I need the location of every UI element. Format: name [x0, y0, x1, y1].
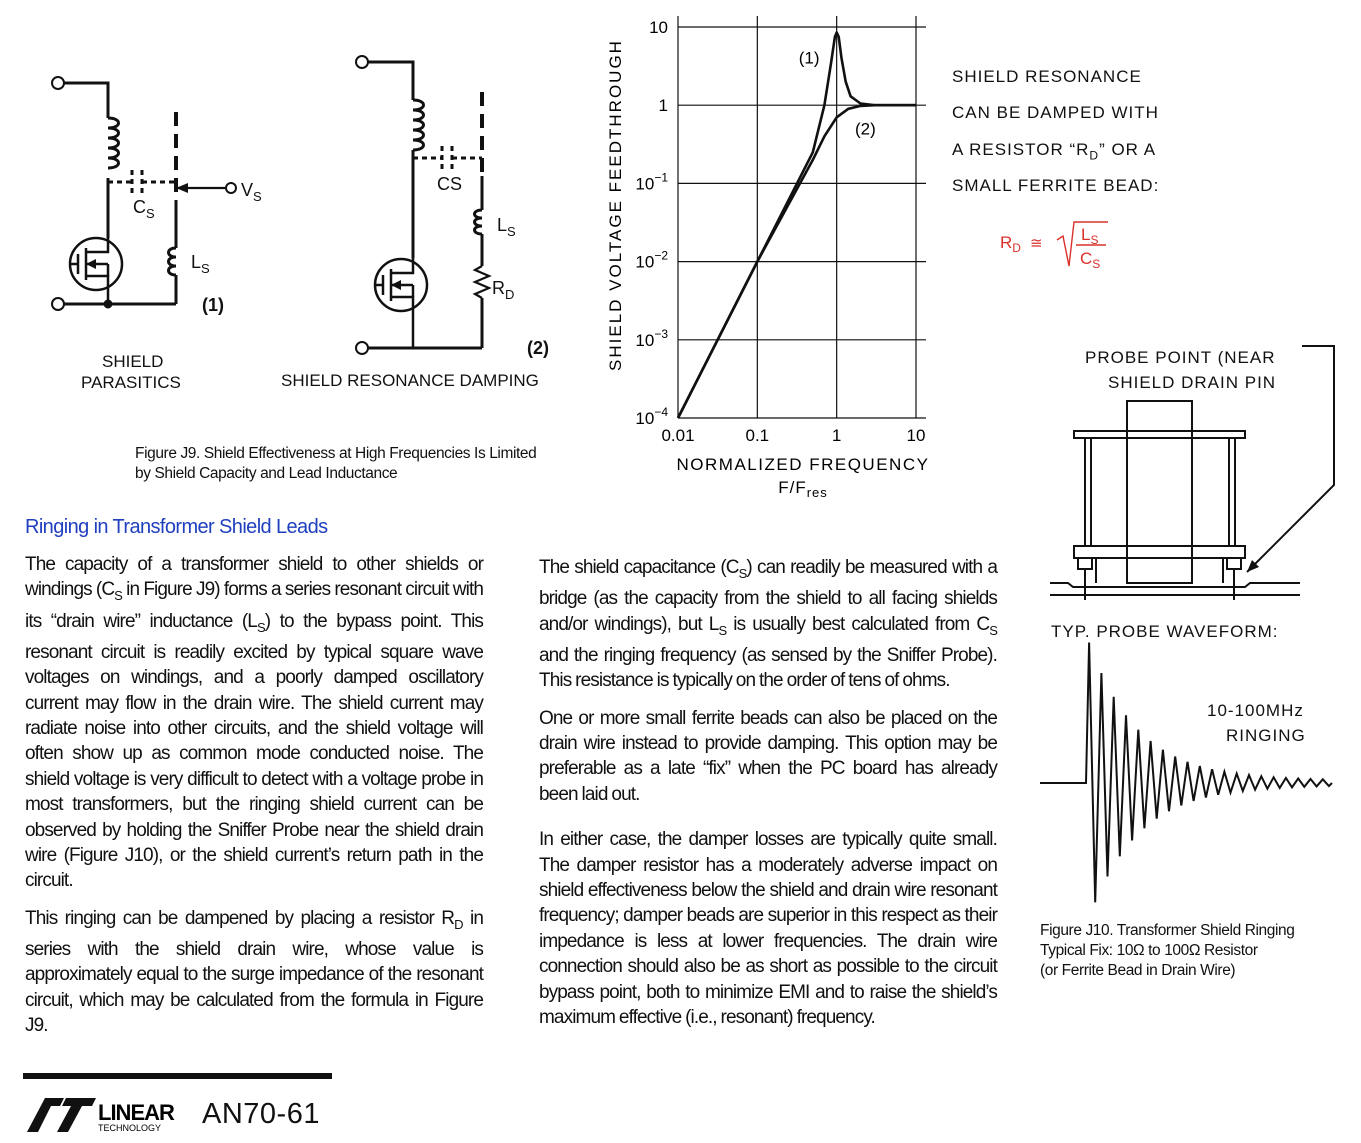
y-tick-label-2: $10^{-1}$ — [635, 170, 668, 194]
y-tick-label-1: 1 — [658, 96, 668, 116]
chart-grid — [678, 16, 926, 418]
figure-j9-caption-line2: by Shield Capacity and Lead Inductance — [135, 465, 398, 482]
lt-mark-icon — [27, 1098, 96, 1132]
annotation-line4: SMALL FERRITE BEAD: — [952, 176, 1160, 195]
rd-formula — [995, 215, 1120, 275]
x-tick-label-0: 0.01 — [661, 426, 695, 445]
figure-j10-caption-line3: (or Ferrite Bead in Drain Wire) — [1040, 962, 1236, 979]
col2-paragraph-2: One or more small ferrite beads can also be placed on the drain wire instead to provide damping. This option may be preferable as a late “fix” when the PC board has already been laid out. — [539, 707, 997, 805]
ringing-frequency-label: 10-100MHz — [1207, 701, 1304, 720]
ls-label-1: $L_S$ — [191, 252, 210, 276]
vs-label: $V_S$ — [241, 180, 262, 204]
x-axis-label-2: $F/F_{res}$ — [778, 478, 828, 500]
series-label-1: (1) — [798, 48, 820, 68]
cs-label-1: $C_S$ — [133, 197, 155, 221]
figure-j9-caption-line1: Figure J9. Shield Effectiveness at High Frequencies Is Limited — [135, 445, 537, 462]
page-id: AN70-61 — [202, 1098, 320, 1130]
figure-j10-caption-line2: Typical Fix: 10Ω to 100Ω Resistor — [1040, 942, 1258, 959]
x-axis-label: NORMALIZED FREQUENCY — [676, 455, 930, 474]
col2-paragraph-1: The shield capacitance $(C_S)$ can readily be measured with a bridge (as the capacity from the shield to all facing shields and/or windings), but $L_S$ is usually best calculated from $C_S$ and the ringing frequency (as sensed by the Sniffer Probe). This resistance is typically on the order of tens of ohms. — [539, 557, 997, 692]
formula-cs: $C_S$ — [1080, 249, 1101, 271]
y-tick-label-4: $10^{-3}$ — [635, 326, 668, 350]
waveform-trace — [1040, 643, 1332, 903]
y-tick-label-0: 10 — [649, 18, 668, 37]
x-tick-label-1: 0.1 — [745, 426, 770, 445]
ringing-label: RINGING — [1226, 726, 1306, 745]
series-line-1 — [678, 33, 916, 419]
label-parasitics: PARASITICS — [81, 373, 181, 392]
formula-approx-sign: ≅ — [1030, 235, 1043, 252]
ringing-waveform — [1035, 640, 1340, 910]
probe-point-line1: PROBE POINT (NEAR — [1085, 348, 1276, 367]
column-1 — [25, 552, 483, 1039]
rd-label: $R_D$ — [492, 278, 515, 302]
column-2 — [539, 555, 997, 1031]
logo-technology: TECHNOLOGY — [98, 1123, 162, 1133]
annotation-line3: A RESISTOR “$R_D$” OR A — [952, 140, 1157, 163]
col2-paragraph-3: In either case, the damper losses are typically quite small. The damper resistor has a moderately adverse impact on shield effectiveness below the shield and drain wire resonant frequency; damper beads are superior in this respect as their impedance is less at lower frequencies. The drain wire connection should also be as short as possible to the circuit bypass point, both to minimize EMI and to raise the shield’s maximum effective (i.e., resonant) frequency. — [539, 829, 997, 1029]
section-heading: Ringing in Transformer Shield Leads — [25, 516, 328, 538]
label-shield: SHIELD — [102, 352, 164, 371]
col1-paragraph-2: This ringing can be dampened by placing a resistor $R_D$ in series with the shield drain wire, whose value is approximately equal to the surge impedance of the resonant circuit, which may be calculated from the formula in Figure J9. — [25, 907, 483, 1037]
y-tick-label-3: $10^{-2}$ — [635, 248, 668, 272]
probe-point-line2: SHIELD DRAIN PIN — [1108, 373, 1277, 392]
logo-linear: LINEAR — [98, 1100, 174, 1125]
feedthrough-chart — [595, 0, 940, 505]
x-tick-label-2: 1 — [831, 426, 842, 445]
typ-probe-waveform-label: TYP. PROBE WAVEFORM: — [1051, 622, 1279, 641]
shield-schematics — [40, 40, 600, 360]
y-tick-label-5: $10^{-4}$ — [635, 405, 668, 428]
x-tick-label-3: 10 — [906, 426, 926, 445]
col1-paragraph-1: The capacity of a transformer shield to other shields or windings ($C_S$ in Figure J9) forms a series resonant circuit with its “drain wire” inductance $(L_S)$ to the bypass point. This resonant circuit is readily excited by typical square wave voltages on windings, and a poorly damped oscillatory current may flow in the drain wire. The shield current may radiate noise into other circuits, and the shield voltage will often show up as common mode conducted noise. The shield voltage is very difficult to detect with a voltage probe in most transformers, but the ringing shield current can be observed by holding the Sniffer Probe near the shield drain wire (Figure J10), or the shield current’s return path in the circuit. — [25, 554, 483, 892]
annotation-line1: SHIELD RESONANCE — [952, 67, 1142, 86]
linear-technology-logo — [25, 1090, 195, 1135]
chart-ticks — [635, 18, 925, 445]
schematic-1-number: (1) — [202, 295, 224, 315]
series-label-2: (2) — [854, 119, 876, 139]
figure-j10-caption-line1: Figure J10. Transformer Shield Ringing — [1040, 922, 1295, 939]
probe-leader-line — [1247, 346, 1334, 572]
y-axis-label: SHIELD VOLTAGE FEEDTHROUGH — [606, 39, 625, 371]
annotation-line2: CAN BE DAMPED WITH — [952, 103, 1159, 122]
formula-ls: $L_S$ — [1081, 225, 1099, 247]
footer-rule — [23, 1073, 332, 1079]
schematic-2-number: (2) — [527, 338, 549, 358]
ls-label-2: $L_S$ — [497, 215, 516, 239]
transformer-drawing — [1040, 340, 1345, 610]
formula-rd: $R_D$ — [1000, 233, 1021, 255]
label-shield-resonance-damping: SHIELD RESONANCE DAMPING — [281, 371, 539, 390]
cs-label-2: CS — [437, 174, 463, 194]
chart-series — [678, 33, 916, 419]
